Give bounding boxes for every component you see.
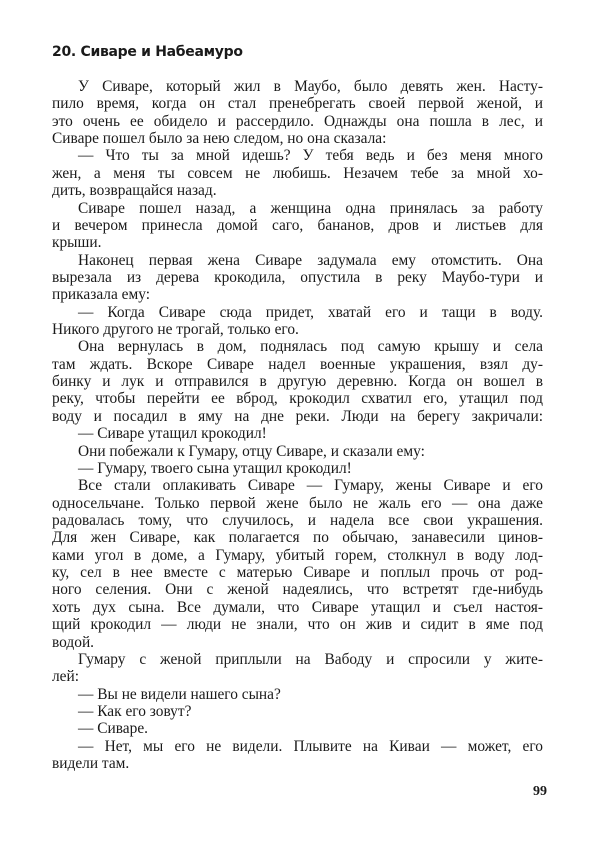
- text-line: — Гумару, твоего сына утащил крокодил!: [78, 459, 352, 477]
- text-line: Сиваре пошел назад, а женщина одна принялась за работу: [78, 199, 543, 217]
- text-line: Никого другого не трогай, только его.: [52, 321, 299, 339]
- text-line: ками угол в доме, а Гумару, убитый горем, столкнул в воду лод-: [52, 546, 543, 564]
- text-line: щий крокодил — люди не знали, что он жив и сидит в яме под: [52, 616, 543, 634]
- text-line: пило время, когда он стал пренебрегать своей первой женой, и: [52, 95, 543, 113]
- text-line: лей:: [52, 668, 80, 686]
- text-line: ку, сел в нее вместе с матерью Сиваре и поплыл прочь от род-: [52, 564, 543, 582]
- text-line: радовалась тому, что случилось, и надела все свои украшения.: [52, 511, 543, 529]
- text-line: Она вернулась в дом, поднялась под самую крышу и села: [78, 338, 543, 356]
- text-line: У Сиваре, который жил в Маубо, было девять жен. Насту-: [78, 78, 543, 95]
- page-number: 99: [533, 784, 547, 799]
- text-line: односельчане. Только первой жене было не жаль его — она даже: [52, 494, 543, 512]
- text-line: реку, чтобы перейти ее вброд, крокодил схватил его, утащил под: [52, 390, 543, 408]
- text-line: — Сиваре.: [78, 720, 149, 738]
- text-line: дить, возвращайся назад.: [52, 182, 217, 200]
- text-line: там ждать. Вскоре Сиваре надел военные украшения, взял ду-: [52, 355, 543, 373]
- text-line: хоть дух сына. Все думали, что Сиваре утащил и съел настоя-: [52, 598, 543, 616]
- chapter-title: 20. Сиваре и Набеамуро: [52, 44, 243, 60]
- text-line: это очень ее обидело и рассердило. Однажды она пошла в лес, и: [52, 112, 543, 130]
- text-line: водой.: [52, 633, 95, 651]
- text-line: — Нет, мы его не видели. Плывите на Киваи — может, его: [78, 737, 543, 755]
- text-line: видели там.: [52, 755, 130, 773]
- text-line: приказала ему:: [52, 286, 150, 304]
- text-line: — Что ты за мной идешь? У тебя ведь и без меня много: [78, 147, 543, 165]
- text-line: — Когда Сиваре сюда придет, хватай его и тащи в воду.: [78, 303, 543, 321]
- text-line: ного селения. Они с женой надеялись, что встретят где-нибудь: [52, 581, 543, 599]
- text-line: — Как его зовут?: [78, 702, 192, 720]
- text-line: крыши.: [52, 234, 102, 252]
- text-line: бинку и лук и отправился в другую деревню. Когда он вошел в: [52, 373, 543, 391]
- text-line: Наконец первая жена Сиваре задумала ему отомстить. Она: [78, 251, 543, 269]
- text-line: и вечером принесла домой саго, бананов, дров и листьев для: [52, 216, 543, 234]
- text-line: Они побежали к Гумару, отцу Сиваре, и сказали ему:: [78, 442, 425, 460]
- text-line: вырезала из дерева крокодила, опустила в реку Маубо-тури и: [52, 268, 543, 286]
- text-line: Сиваре пошел было за нею следом, но она сказала:: [52, 130, 387, 148]
- text-line: Гумару с женой приплыли на Вабоду и спросили у жите-: [78, 650, 543, 668]
- text-line: жен, а меня ты совсем не любишь. Незачем тебе за мной хо-: [52, 164, 543, 182]
- text-line: Для жен Сиваре, как полагается по обычаю, занавесили цинов-: [52, 529, 543, 547]
- body-text: [52, 78, 543, 772]
- text-line: — Сиваре утащил крокодил!: [78, 425, 267, 443]
- text-line: — Вы не видели нашего сына?: [78, 685, 281, 703]
- text-line: Все стали оплакивать Сиваре — Гумару, жены Сиваре и его: [78, 477, 543, 495]
- text-line: воду и посадил в яму на дне реки. Люди на берегу закричали:: [52, 407, 543, 425]
